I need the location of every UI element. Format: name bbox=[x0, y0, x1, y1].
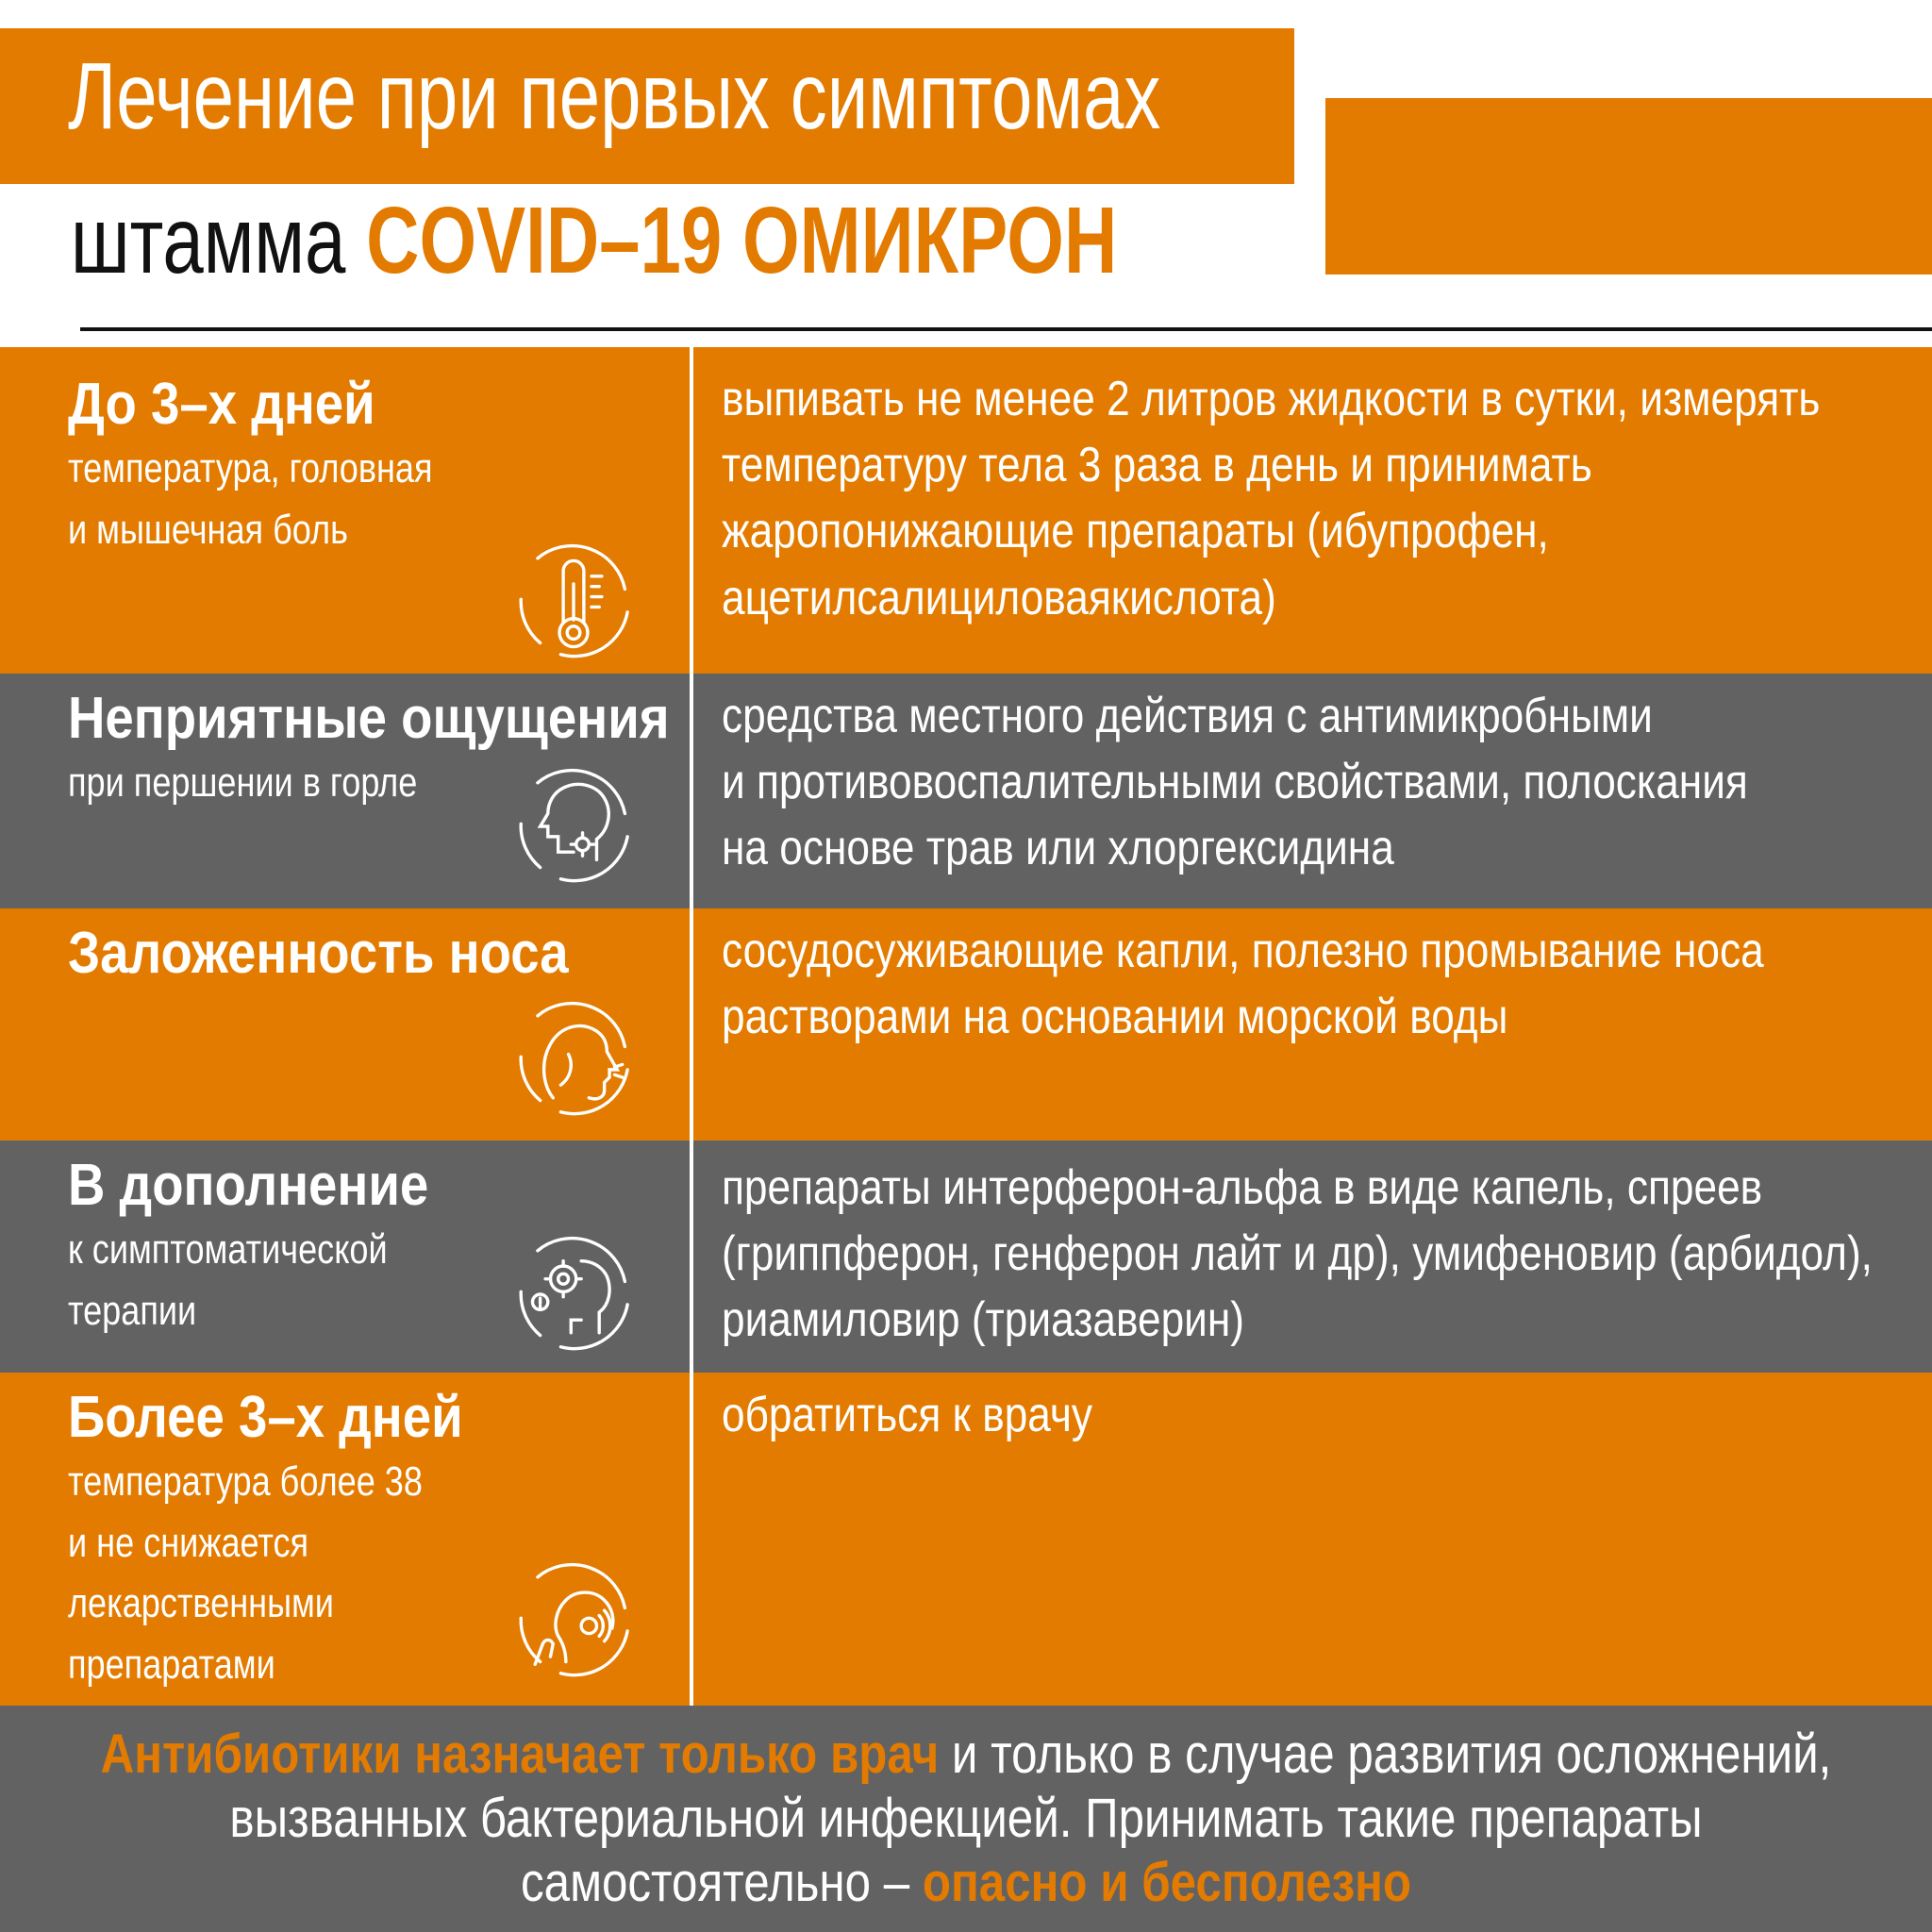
symptom-row-5 bbox=[0, 1373, 1932, 1706]
symptom-heading: До 3–х дней bbox=[68, 372, 375, 437]
symptom-heading: В дополнение bbox=[68, 1153, 429, 1218]
symptom-heading: Неприятные ощущения bbox=[68, 686, 670, 751]
title-decor-block bbox=[1325, 98, 1932, 275]
footer-accent-antibiotics: Антибиотики назначает только врач bbox=[100, 1724, 940, 1785]
footer-accent-danger: опасно и бесполезно bbox=[922, 1851, 1412, 1913]
footer-warning bbox=[0, 1706, 1932, 1932]
footer-text-3: самостоятельно – bbox=[520, 1851, 923, 1913]
symptom-cell bbox=[68, 374, 691, 560]
subtitle-plain: штамма bbox=[71, 188, 346, 293]
footer-text-2: вызванных бактериальной инфекцией. Принимать такие препараты bbox=[229, 1787, 1703, 1849]
treatment-text: обратиться к врачу bbox=[722, 1388, 1093, 1442]
subtitle-accent: COVID–19 ОМИКРОН bbox=[366, 188, 1118, 293]
footer-text bbox=[24, 1723, 1908, 1915]
symptom-row-3 bbox=[0, 908, 1932, 1141]
symptom-cell bbox=[68, 923, 691, 984]
column-divider bbox=[690, 347, 693, 1706]
call-doctor-icon bbox=[509, 1557, 638, 1685]
virus-head-icon bbox=[509, 1230, 638, 1358]
symptom-row-1 bbox=[0, 347, 1932, 674]
header-divider bbox=[80, 327, 1932, 331]
page-subtitle bbox=[71, 188, 1118, 293]
treatment-text: сосудосуживающие капли, полезно промывание носа растворами на основании морской воды bbox=[722, 924, 1764, 1045]
symptom-row-4 bbox=[0, 1141, 1932, 1373]
symptom-subtext: температура более 38 и не снижается лекарственными препаратами bbox=[68, 1458, 423, 1689]
symptom-subtext: при першении в горле bbox=[68, 759, 418, 807]
footer-text-1: и только в случае развития осложнений, bbox=[939, 1724, 1832, 1785]
thermometer-icon bbox=[509, 538, 638, 666]
treatment-text: препараты интерферон-альфа в виде капель, спреев (гриппферон, генферон лайт и др), умифеновир (арбидол), риамиловир (триазаверин) bbox=[722, 1160, 1873, 1348]
treatment-text: выпивать не менее 2 литров жидкости в сутки, измерять температуру тела 3 раза в день и принимать жаропонижающие препараты (ибупрофен, ацетилсалициловаякислота) bbox=[722, 372, 1821, 625]
sore-throat-icon bbox=[509, 762, 638, 891]
symptom-heading: Более 3–х дней bbox=[68, 1385, 463, 1450]
stuffy-nose-icon bbox=[509, 995, 638, 1124]
symptom-heading: Заложенность носа bbox=[68, 921, 569, 986]
symptom-subtext: температура, головная и мышечная боль bbox=[68, 445, 433, 553]
treatment-text: средства местного действия с антимикробными и противовоспалительными свойствами, полоскания на основе трав или хлоргексидина bbox=[722, 689, 1748, 876]
page-title: Лечение при первых симптомах bbox=[68, 43, 1161, 149]
symptom-row-2 bbox=[0, 674, 1932, 908]
symptom-subtext: к симптоматической терапии bbox=[68, 1226, 388, 1334]
